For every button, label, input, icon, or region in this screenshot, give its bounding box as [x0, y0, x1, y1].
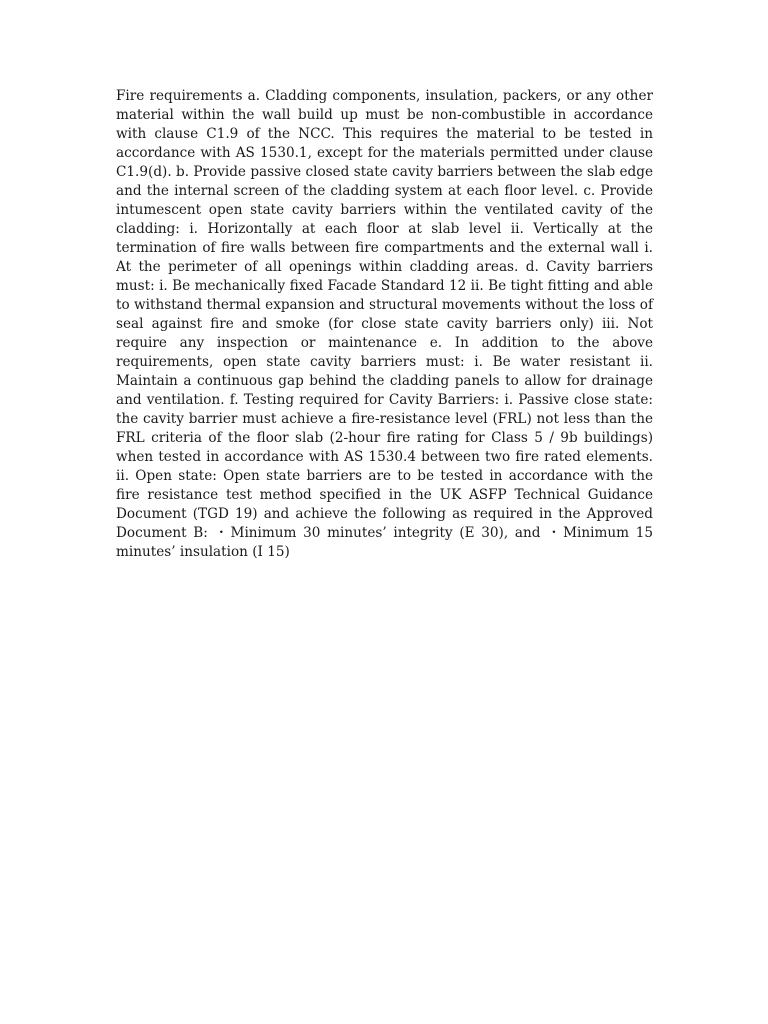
fire-requirements-paragraph: Fire requirements a. Cladding components, insulation, packers, or any other material within the wall build up must be non-combustible in accordance with clause C1.9 of the NCC. This requires the material to be tested in accordance with AS 1530.1, except for the materials permitted under clause C1.9(d). b. Provide passive closed state cavity barriers between the slab edge and the internal screen of the cladding system at each floor level. c. Provide intumescent open state cavity barriers within the ventilated cavity of the cladding: i. Horizontally at each floor at slab level ii. Vertically at the termination of fire walls between fire compartments and the external wall i. At the perimeter of all openings within cladding areas. d. Cavity barriers must: i. Be mechanically fixed Facade Standard 12 ii. Be tight fitting and able to withstand thermal expansion and structural movements without the loss of seal against fire and smoke (for close state cavity barriers only) iii. Not require any inspection or maintenance e. In addition to the above requirements, open state cavity barriers must: i. Be water resistant ii. Maintain a continuous gap behind the cladding panels to allow for drainage and ventilation. f. Testing required for Cavity Barriers: i. Passive close state: the cavity barrier must achieve a fire-resistance level (FRL) not less than the FRL criteria of the floor slab (2-hour fire rating for Class 5 / 9b buildings) when tested in accordance with AS 1530.4 between two fire rated elements. ii. Open state: Open state barriers are to be tested in accordance with the fire resistance test method specified in the UK ASFP Technical Guidance Document (TGD 19) and achieve the following as required in the Approved Document B: ・Minimum 30 minutes’ integrity (E 30), and ・Minimum 15 minutes’ insulation (I 15) — [116, 88, 653, 560]
